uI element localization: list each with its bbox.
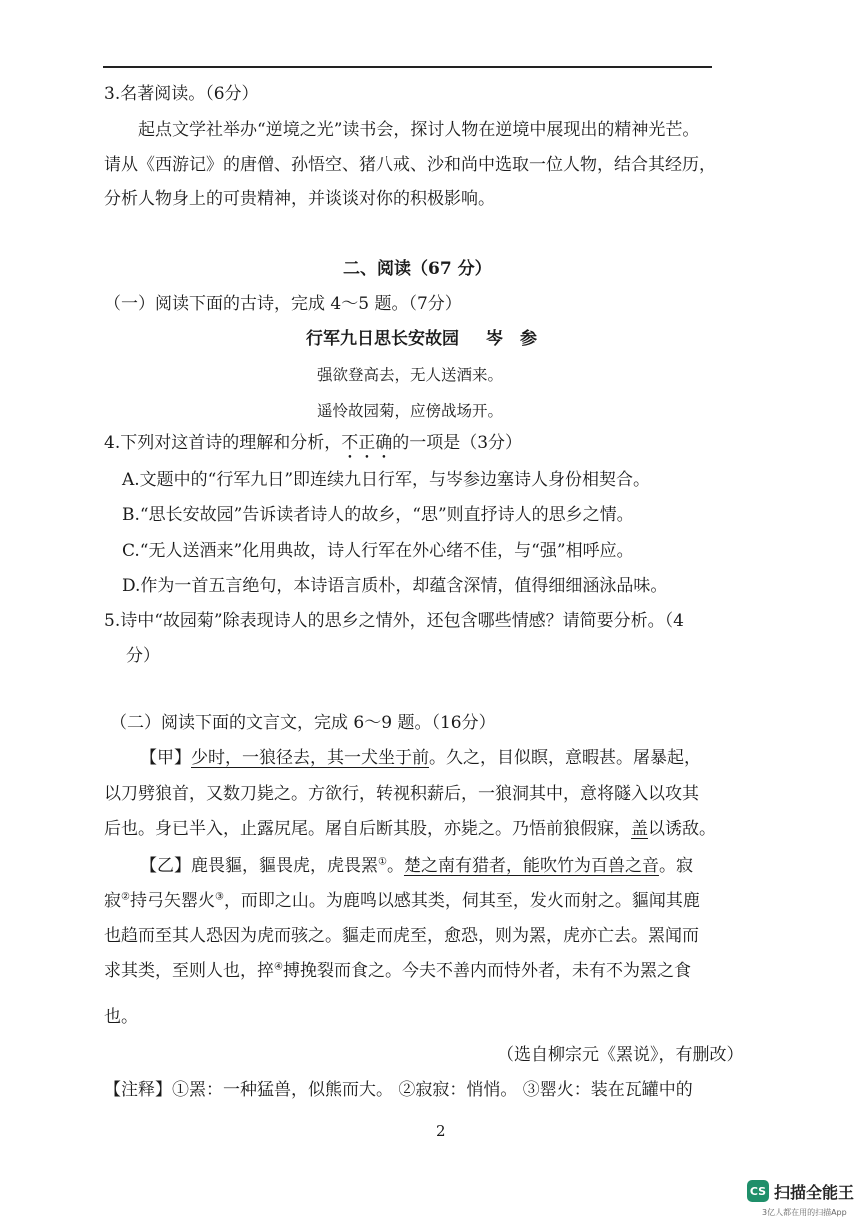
q3-title: 3.名著阅读。（6分）	[104, 84, 259, 104]
part2-instruction: （二）阅读下面的文言文，完成 6～9 题。（16分）	[110, 713, 496, 733]
q3-line-1: 起点文学社举办“逆境之光”读书会，探讨人物在逆境中展现出的精神光芒。	[138, 120, 700, 140]
poem-line-2: 遥怜故园菊，应傍战场开。	[317, 402, 504, 420]
poem-line-1: 强欲登高去，无人送酒来。	[317, 366, 504, 384]
yi-line-2-a: 寂	[104, 891, 121, 911]
note-marker-4: ④	[274, 961, 283, 973]
source-citation: （选自柳宗元《罴说》，有删改）	[497, 1045, 744, 1065]
q4-stem-emphasis: 不正确	[341, 433, 393, 453]
q3-line-3: 分析人物身上的可贵精神，并谈谈对你的积极影响。	[104, 189, 495, 209]
poem-author: 岑 参	[486, 329, 537, 349]
q4-option-c: C.“无人送酒来”化用典故，诗人行军在外心绪不佳，与“强”相呼应。	[122, 541, 634, 561]
yi-line-4	[104, 960, 691, 982]
poem-title: 行军九日思长安故园	[306, 329, 459, 349]
note-marker-3: ③	[214, 891, 224, 903]
jia-line-2: 以刀劈狼首，又数刀毙之。方欲行，转视积薪后，一狼洞其中，意将隧入以攻其	[104, 784, 699, 804]
yi-line-4-b: 搏挽裂而食之。今夫不善内而恃外者，未有不为罴之食	[282, 961, 691, 981]
q4-stem	[104, 432, 522, 463]
page-number: 2	[436, 1122, 446, 1140]
watermark-name: 扫描全能王	[774, 1183, 855, 1202]
jia-underlined-sentence: 少时，一狼径去，其一犬坐于前	[191, 748, 429, 768]
jia-line-3	[104, 818, 716, 840]
jia-line-1-rest: 。久之，目似瞑，意暇甚。屠暴起，	[429, 748, 701, 768]
yi-line-2-b: 持弓矢罂火	[129, 891, 215, 911]
q5-line-1: 5.诗中“故园菊”除表现诗人的思乡之情外，还包含哪些情感？请简要分析。（4	[104, 611, 684, 631]
note-marker-2: ②	[121, 891, 130, 903]
note-marker-1: ①	[378, 856, 387, 868]
annotations: 【注释】①罴：一种猛兽，似熊而大。 ②寂寂：悄悄。 ③罂火：装在瓦罐中的	[104, 1080, 693, 1100]
section-heading: 二、阅读（67 分）	[343, 259, 492, 279]
part1-instruction: （一）阅读下面的古诗，完成 4～5 题。（7分）	[104, 294, 462, 314]
yi-underlined-sentence: 楚之南有猎者，能吹竹为百兽之音	[403, 856, 659, 876]
yi-line-3: 也趋而至其人恐因为虎而骇之。貙走而虎至，愈恐，则为罴，虎亦亡去。罴闻而	[104, 926, 699, 946]
jia-tag: 【甲】	[140, 748, 191, 768]
yi-line-2	[104, 890, 700, 912]
yi-line-2-c: ，而即之山。为鹿鸣以感其类，伺其至，发火而射之。貙闻其鹿	[223, 891, 700, 911]
yi-tag: 【乙】	[140, 856, 191, 876]
q4-stem-after: 的一项是（3分）	[392, 433, 523, 453]
q3-line-2: 请从《西游记》的唐僧、孙悟空、猪八戒、沙和尚中选取一位人物，结合其经历，	[104, 155, 716, 175]
q4-stem-before: 4.下列对这首诗的理解和分析，	[104, 433, 342, 453]
yi-line-1	[140, 855, 693, 877]
top-divider	[103, 66, 712, 68]
jia-line-3-after: 以诱敌。	[648, 819, 716, 839]
watermark-tagline: 3亿人都在用的扫描App	[762, 1208, 847, 1217]
jia-line-1	[140, 747, 701, 769]
q4-option-d: D.作为一首五言绝句，本诗语言质朴，却蕴含深情，值得细细涵泳品味。	[122, 576, 668, 596]
q4-option-b: B.“思长安故园”告诉读者诗人的故乡，“思”则直抒诗人的思乡之情。	[122, 505, 634, 525]
q5-line-2: 分）	[126, 646, 160, 666]
yi-line-1-after: 。寂	[658, 856, 693, 876]
yi-line-1-mid: 。	[386, 856, 404, 876]
yi-line-1-before: 鹿畏貙，貙畏虎，虎畏罴	[191, 856, 378, 876]
yi-line-5: 也。	[104, 1007, 138, 1027]
q4-option-a: A.文题中的“行军九日”即连续九日行军，与岑参边塞诗人身份相契合。	[122, 470, 651, 490]
yi-line-4-a: 求其类，至则人也，捽	[104, 961, 274, 981]
jia-underlined-word: 盖	[631, 819, 648, 839]
camscanner-logo-icon: CS	[747, 1180, 769, 1202]
jia-line-3-before: 后也。身已半入，止露尻尾。屠自后断其股，亦毙之。乃悟前狼假寐，	[104, 819, 631, 839]
